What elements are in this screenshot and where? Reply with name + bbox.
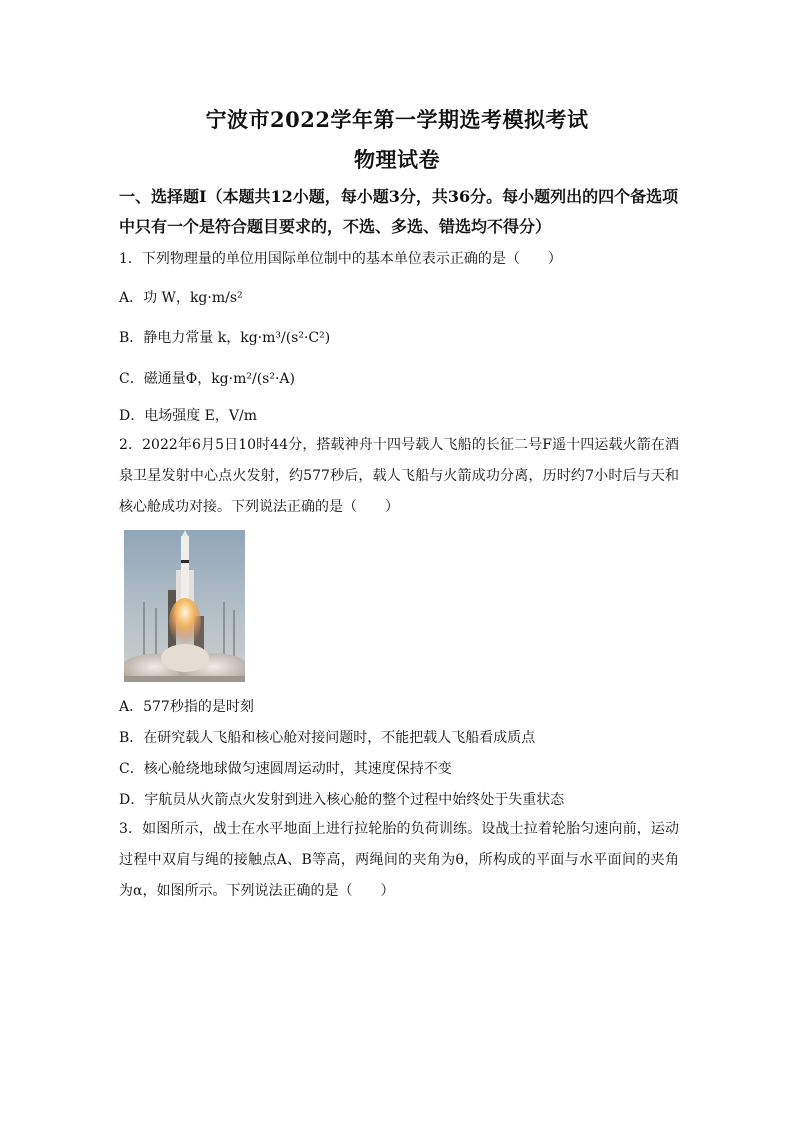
question-2-stem: 2．2022年6月5日10时44分，搭载神舟十四号载人飞船的长征二号F遥十四运载火箭在酒泉卫星发射中心点火发射，约577秒后，载人飞船与火箭成功分离，历时约7小时后与天和核心舱成功对接。下列说法正确的是（ ） [119,437,679,515]
question-2-option-d: D．宇航员从火箭点火发射到进入核心舱的整个过程中始终处于失重状态 [119,792,565,808]
question-2-option-b: B．在研究载人飞船和核心舱对接问题时，不能把载人飞船看成质点 [119,730,536,746]
question-1-stem: 1．下列物理量的单位用国际单位制中的基本单位表示正确的是（ ） [119,251,562,267]
question-2-option-c: C．核心舱绕地球做匀速圆周运动时，其速度保持不变 [119,761,452,777]
question-1-option-a: A．功 W，kg·m/s² [119,290,243,306]
question-1-option-d: D．电场强度 E，V/m [119,408,257,424]
rocket-launch-photo [124,530,245,682]
question-3-stem: 3．如图所示，战士在水平地面上进行拉轮胎的负荷训练。设战士拉着轮胎匀速向前，运动过程中双肩与绳的接触点A、B等高，两绳间的夹角为θ，所构成的平面与水平面间的夹角为α，如图所示。下列说法正确的是（ ） [119,821,679,899]
exam-subtitle: 物理试卷 [354,147,440,172]
question-2-option-a: A．577秒指的是时刻 [119,699,254,715]
question-1-option-c: C．磁通量Φ，kg·m²/(s²·A) [119,371,295,387]
section-heading: 一、选择题Ⅰ（本题共12小题，每小题3分，共36分。每小题列出的四个备选项中只有一个是符合题目要求的，不选、多选、错选均不得分） [119,187,679,236]
exam-title: 宁波市2022学年第一学期选考模拟考试 [205,107,589,132]
question-1-option-b: B．静电力常量 k，kg·m³/(s²·C²) [119,330,331,346]
